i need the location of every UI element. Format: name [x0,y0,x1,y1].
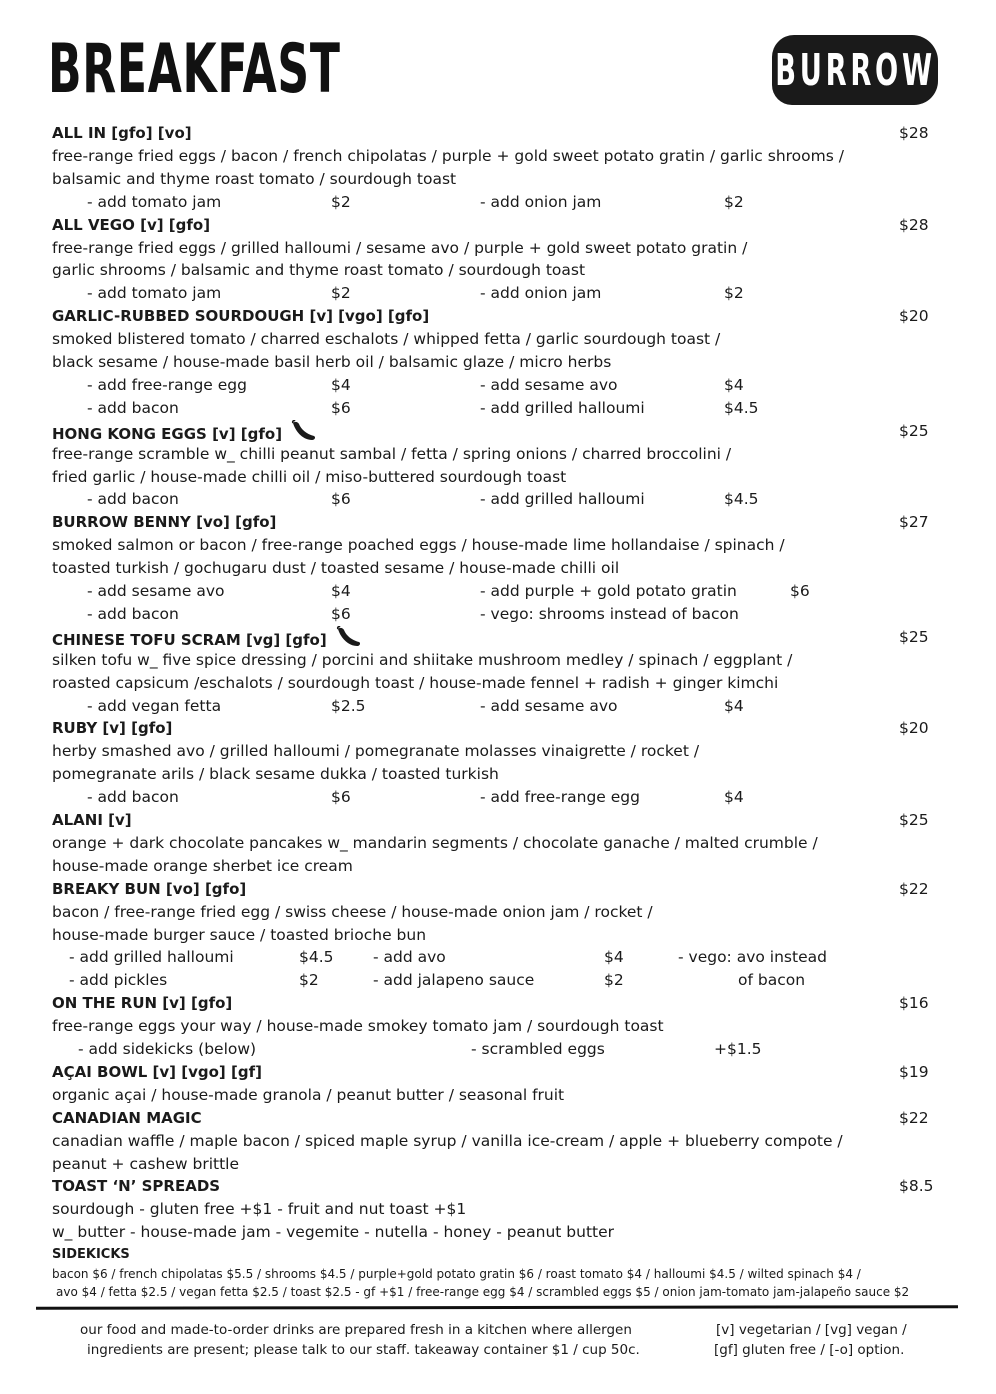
addon-label: - add vegan fetta [87,696,222,715]
item-name: ON THE RUN [v] [gfo] [52,994,233,1013]
addon-price: $4 [724,696,744,715]
item-price: $19 [899,1062,929,1081]
addon-price: $2 [331,284,351,303]
addon-label: - add jalapeno sauce [373,971,535,990]
item-price: $25 [899,811,929,829]
item-description: roasted capsicum /eschalots / sourdough toast / house-made fennel + radish + ginger kimchi [52,673,779,692]
item-price: $27 [899,513,929,532]
item-name: TOAST ‘N’ SPREADS [52,1177,221,1196]
item-name: ALL IN [gfo] [vo] [52,124,192,142]
item-description: pomegranate arils / black sesame dukka / toasted turkish [52,765,499,784]
addon-price: $2 [604,971,624,990]
addon-label: - add sesame avo [480,375,618,394]
item-price: $22 [899,879,929,898]
addon-note: - vego: avo instead [678,948,827,967]
legend-line-1: [v] vegetarian / [vg] vegan / [716,1322,907,1338]
addon-note: of bacon [738,971,806,990]
item-name: ALL VEGO [v] [gfo] [52,215,211,234]
addon-price: +$1.5 [714,1040,762,1058]
item-price: $28 [899,215,929,234]
allergen-line-1: our food and made-to-order drinks are prepared fresh in a kitchen where allergen [80,1322,632,1338]
item-description: black sesame / house-made basil herb oil / balsamic glaze / micro herbs [52,353,612,371]
item-description: free-range eggs your way / house-made smokey tomato jam / sourdough toast [52,1017,664,1036]
addon-label: - add onion jam [480,284,602,303]
addon-label: - add free-range egg [87,375,247,394]
addon-price: $4.5 [299,948,334,967]
item-description: free-range scramble w_ chilli peanut sambal / fetta / spring onions / charred broccolini / [52,444,732,463]
item-description: free-range fried eggs / bacon / french chipolatas / purple + gold sweet potato gratin / garlic shrooms / [52,146,844,165]
item-price: $16 [899,994,929,1013]
item-description: garlic shrooms / balsamic and thyme roast tomato / sourdough toast [52,261,586,280]
item-name: CANADIAN MAGIC [52,1108,202,1127]
item-name: AÇAI BOWL [v] [vgo] [gf] [52,1062,262,1081]
addon-label: - add free-range egg [480,788,640,807]
addon-label: - add avo [373,948,446,967]
item-name: GARLIC-RUBBED SOURDOUGH [v] [vgo] [gfo] [52,307,430,326]
item-description: peanut + cashew brittle [52,1154,240,1173]
item-price: $28 [899,124,929,142]
addon-label: - scrambled eggs [471,1040,605,1058]
item-description: fried garlic / house-made chilli oil / miso-buttered sourdough toast [52,467,567,486]
addon-label: - add bacon [87,490,179,509]
item-description: smoked blistered tomato / charred eschalots / whipped fetta / garlic sourdough toast / [52,330,721,349]
item-description: free-range fried eggs / grilled halloumi / sesame avo / purple + gold sweet potato gratin / [52,238,748,257]
item-description: house-made burger sauce / toasted brioche bun [52,925,427,944]
item-name: CHINESE TOFU SCRAM [vg] [gfo] [52,626,363,655]
addon-price: $4 [604,948,624,967]
item-price: $25 [899,421,929,440]
addon-price: $2 [724,284,744,303]
legend-line-2: [gf] gluten free / [-o] option. [714,1342,905,1358]
burrow-logo: BURROW [772,35,938,105]
addon-price: $2 [331,192,351,211]
item-name: ALANI [v] [52,811,132,829]
item-description: house-made orange sherbet ice cream [52,856,353,875]
addon-label: - add onion jam [480,192,602,211]
item-description: smoked salmon or bacon / free-range poached eggs / house-made lime hollandaise / spinach / [52,536,785,555]
addon-label: - add grilled halloumi [480,398,645,417]
addon-label: - add bacon [87,604,179,623]
allergen-line-2: ingredients are present; please talk to our staff. takeaway container $1 / cup 50c. [87,1342,640,1358]
addon-price: $4 [724,375,744,394]
item-description: organic açai / house-made granola / peanut butter / seasonal fruit [52,1085,565,1104]
addon-price: $4 [724,788,744,807]
addon-price: $2 [299,971,319,990]
sidekicks-line: bacon $6 / french chipolatas $5.5 / shrooms $4.5 / purple+gold potato gratin $6 / roast tomato $4 / halloumi $4.5 / wilted spinach $4 / [52,1267,861,1282]
addon-price: $6 [331,788,351,807]
addon-label: - add tomato jam [87,192,222,211]
addon-price: $4.5 [724,398,759,417]
addon-label: - add sesame avo [480,696,618,715]
item-description: sourdough - gluten free +$1 - fruit and nut toast +$1 [52,1200,467,1219]
item-name: RUBY [v] [gfo] [52,719,173,738]
addon-price: $4.5 [724,490,759,509]
addon-label: - add tomato jam [87,284,222,303]
item-description: w_ butter - house-made jam - vegemite - nutella - honey - peanut butter [52,1223,615,1242]
item-name: BURROW BENNY [vo] [gfo] [52,513,277,532]
addon-price: $6 [331,398,351,417]
sidekicks-line: avo $4 / fetta $2.5 / vegan fetta $2.5 / toast $2.5 - gf +$1 / free-range egg $4 / scrambled eggs $5 / onion jam-tomato jam-jalapeño sauce $2 [56,1285,910,1300]
item-description: silken tofu w_ five spice dressing / porcini and shiitake mushroom medley / spinach / eggplant / [52,650,793,669]
item-price: $8.5 [899,1177,934,1196]
item-price: $20 [899,307,929,326]
addon-price: $6 [790,582,810,600]
item-price: $25 [899,627,929,646]
item-description: bacon / free-range fried egg / swiss cheese / house-made onion jam / rocket / [52,902,653,921]
menu-title: BREAKFAST [48,30,341,109]
addon-label: - add grilled halloumi [69,948,234,967]
item-description: canadian waffle / maple bacon / spiced maple syrup / vanilla ice-cream / apple + blueberry compote / [52,1131,843,1150]
addon-price: $6 [331,604,351,623]
item-description: toasted turkish / gochugaru dust / toasted sesame / house-made chilli oil [52,559,620,578]
item-description: balsamic and thyme roast tomato / sourdough toast [52,169,457,188]
addon-price: $2.5 [331,696,366,715]
addon-price: $6 [331,490,351,509]
addon-label: - add bacon [87,398,179,417]
item-name: BREAKY BUN [vo] [gfo] [52,879,247,898]
item-name: HONG KONG EGGS [v] [gfo] [52,420,318,449]
item-description: herby smashed avo / grilled halloumi / pomegranate molasses vinaigrette / rocket / [52,742,700,761]
sidekicks-title: SIDEKICKS [52,1247,130,1263]
addon-price: $2 [724,192,744,211]
item-price: $22 [899,1108,929,1127]
divider [36,1305,958,1310]
addon-price: $4 [331,375,351,394]
addon-price: $4 [331,582,351,600]
addon-label: - add bacon [87,788,179,807]
addon-label: - add sesame avo [87,582,225,600]
addon-label: - add grilled halloumi [480,490,645,509]
item-price: $20 [899,719,929,738]
addon-label: - add pickles [69,971,168,990]
item-description: orange + dark chocolate pancakes w_ mandarin segments / chocolate ganache / malted crumble / [52,833,818,852]
addon-label: - add sidekicks (below) [78,1040,257,1058]
addon-label: - vego: shrooms instead of bacon [480,604,739,623]
addon-label: - add purple + gold potato gratin [480,582,737,600]
